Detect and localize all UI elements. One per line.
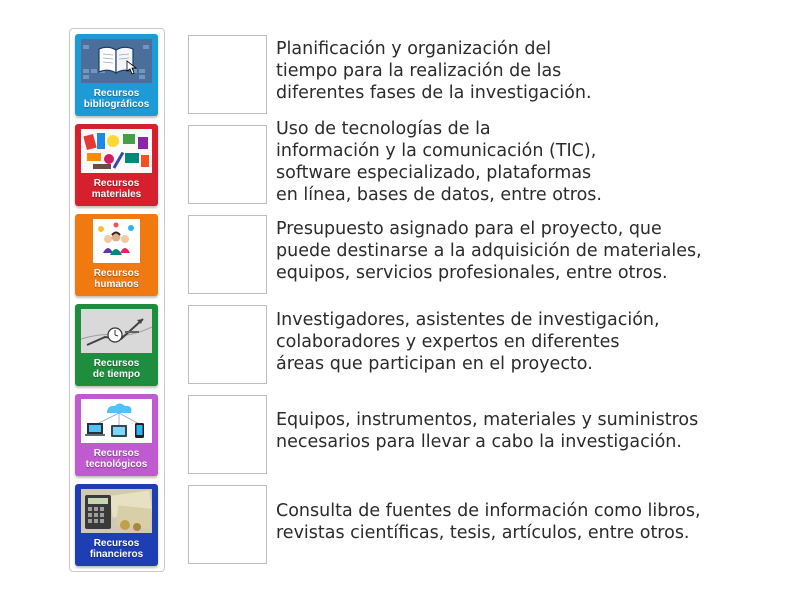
drop-zone-3[interactable]: [188, 215, 267, 294]
tile-recursos-financieros[interactable]: [75, 484, 158, 566]
tile-label: Recursos de tiempo: [92, 358, 141, 380]
tile-label: Recursos bibliográficos: [83, 88, 150, 110]
tile-recursos-de-tiempo[interactable]: [75, 304, 158, 386]
description-2: Uso de tecnologías de la información y la comunicación (TIC), software especializado, plataformas en línea, bases de datos, entre otros.: [276, 119, 602, 205]
clock-icon: [81, 309, 152, 353]
description-5: Equipos, instrumentos, materiales y suministros necesarios para llevar a cabo la investigación.: [276, 410, 699, 452]
tile-label: Recursos humanos: [93, 268, 140, 290]
description-1: Planificación y organización del tiempo para la realización de las diferentes fases de la investigación.: [276, 39, 592, 103]
tile-label: Recursos financieros: [89, 538, 144, 560]
description-4: Investigadores, asistentes de investigación, colaboradores y expertos en diferentes áreas que participan en el proyecto.: [276, 310, 660, 374]
people-icon: [93, 219, 140, 263]
drop-zone-1[interactable]: [188, 35, 267, 114]
supplies-icon: [81, 129, 152, 173]
book-icon: [81, 39, 152, 83]
tile-recursos-tecnologicos[interactable]: [75, 394, 158, 476]
drop-zone-4[interactable]: [188, 305, 267, 384]
tile-recursos-materiales[interactable]: [75, 124, 158, 206]
description-3: Presupuesto asignado para el proyecto, que puede destinarse a la adquisición de materiales, equipos, servicios profesionales, entre otros.: [276, 219, 702, 283]
drop-zone-2[interactable]: [188, 125, 267, 204]
tile-recursos-humanos[interactable]: [75, 214, 158, 296]
cloud-devices-icon: [81, 399, 152, 443]
description-6: Consulta de fuentes de información como libros, revistas científicas, tesis, artículos, entre otros.: [276, 501, 701, 543]
tile-label: Recursos tecnológicos: [85, 448, 148, 470]
tile-recursos-bibliograficos[interactable]: [75, 34, 158, 116]
drop-zone-5[interactable]: [188, 395, 267, 474]
tile-label: Recursos materiales: [91, 178, 142, 200]
drop-zone-6[interactable]: [188, 485, 267, 564]
calculator-money-icon: [81, 489, 152, 533]
